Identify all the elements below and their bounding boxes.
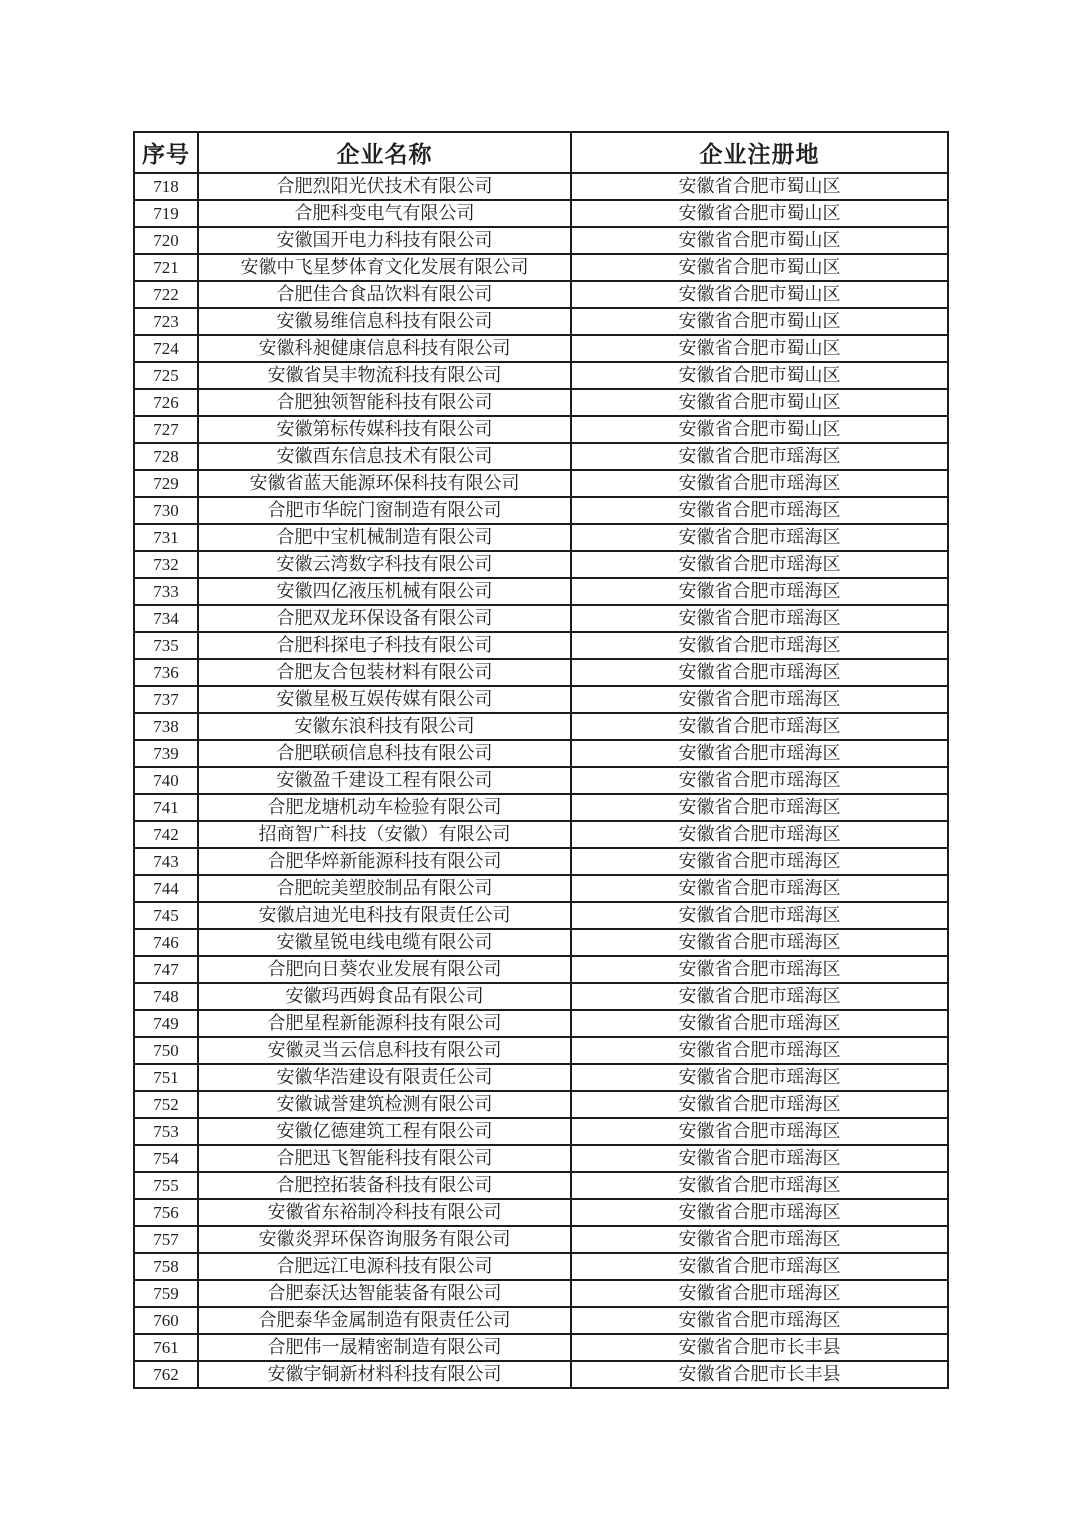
cell-company-name: 安徽省昊丰物流科技有限公司 — [198, 362, 571, 389]
cell-registration-place: 安徽省合肥市瑶海区 — [571, 1118, 948, 1145]
cell-serial-number: 761 — [134, 1334, 198, 1361]
cell-serial-number: 743 — [134, 848, 198, 875]
cell-serial-number: 754 — [134, 1145, 198, 1172]
cell-company-name: 安徽炎羿环保咨询服务有限公司 — [198, 1226, 571, 1253]
cell-company-name: 安徽华浩建设有限责任公司 — [198, 1064, 571, 1091]
cell-company-name: 合肥泰华金属制造有限责任公司 — [198, 1307, 571, 1334]
cell-serial-number: 719 — [134, 200, 198, 227]
table-row — [134, 416, 948, 443]
cell-serial-number: 733 — [134, 578, 198, 605]
cell-registration-place: 安徽省合肥市瑶海区 — [571, 821, 948, 848]
cell-serial-number: 757 — [134, 1226, 198, 1253]
table-header — [134, 132, 948, 173]
cell-serial-number: 728 — [134, 443, 198, 470]
cell-serial-number: 734 — [134, 605, 198, 632]
cell-company-name: 合肥皖美塑胶制品有限公司 — [198, 875, 571, 902]
table-row — [134, 1091, 948, 1118]
table-row — [134, 1280, 948, 1307]
cell-company-name: 合肥科变电气有限公司 — [198, 200, 571, 227]
cell-registration-place: 安徽省合肥市瑶海区 — [571, 443, 948, 470]
cell-registration-place: 安徽省合肥市瑶海区 — [571, 605, 948, 632]
cell-serial-number: 753 — [134, 1118, 198, 1145]
cell-serial-number: 736 — [134, 659, 198, 686]
cell-company-name: 安徽省蓝天能源环保科技有限公司 — [198, 470, 571, 497]
cell-registration-place: 安徽省合肥市蜀山区 — [571, 173, 948, 200]
cell-serial-number: 758 — [134, 1253, 198, 1280]
cell-company-name: 合肥市华皖门窗制造有限公司 — [198, 497, 571, 524]
cell-company-name: 合肥双龙环保设备有限公司 — [198, 605, 571, 632]
cell-registration-place: 安徽省合肥市瑶海区 — [571, 848, 948, 875]
table-row — [134, 200, 948, 227]
table-row — [134, 1334, 948, 1361]
cell-registration-place: 安徽省合肥市瑶海区 — [571, 1226, 948, 1253]
cell-serial-number: 732 — [134, 551, 198, 578]
cell-registration-place: 安徽省合肥市蜀山区 — [571, 416, 948, 443]
table-row — [134, 173, 948, 200]
table-row — [134, 578, 948, 605]
cell-company-name: 安徽科昶健康信息科技有限公司 — [198, 335, 571, 362]
cell-company-name: 合肥友合包装材料有限公司 — [198, 659, 571, 686]
table-row — [134, 308, 948, 335]
table-row — [134, 1253, 948, 1280]
table-body — [134, 173, 948, 1388]
cell-serial-number: 727 — [134, 416, 198, 443]
table-row — [134, 929, 948, 956]
cell-serial-number: 726 — [134, 389, 198, 416]
cell-company-name: 合肥向日葵农业发展有限公司 — [198, 956, 571, 983]
cell-company-name: 安徽中飞星梦体育文化发展有限公司 — [198, 254, 571, 281]
cell-company-name: 安徽亿德建筑工程有限公司 — [198, 1118, 571, 1145]
cell-company-name: 合肥龙塘机动车检验有限公司 — [198, 794, 571, 821]
cell-serial-number: 760 — [134, 1307, 198, 1334]
cell-registration-place: 安徽省合肥市瑶海区 — [571, 740, 948, 767]
table-row — [134, 1226, 948, 1253]
table-row — [134, 281, 948, 308]
cell-serial-number: 748 — [134, 983, 198, 1010]
table-row — [134, 848, 948, 875]
cell-serial-number: 744 — [134, 875, 198, 902]
cell-company-name: 安徽玛西姆食品有限公司 — [198, 983, 571, 1010]
cell-registration-place: 安徽省合肥市长丰县 — [571, 1334, 948, 1361]
cell-registration-place: 安徽省合肥市瑶海区 — [571, 524, 948, 551]
cell-registration-place: 安徽省合肥市瑶海区 — [571, 686, 948, 713]
cell-company-name: 安徽灵当云信息科技有限公司 — [198, 1037, 571, 1064]
cell-registration-place: 安徽省合肥市瑶海区 — [571, 659, 948, 686]
table-row — [134, 740, 948, 767]
cell-company-name: 安徽国开电力科技有限公司 — [198, 227, 571, 254]
cell-serial-number: 729 — [134, 470, 198, 497]
cell-serial-number: 741 — [134, 794, 198, 821]
cell-registration-place: 安徽省合肥市瑶海区 — [571, 1199, 948, 1226]
cell-company-name: 安徽四亿液压机械有限公司 — [198, 578, 571, 605]
cell-registration-place: 安徽省合肥市蜀山区 — [571, 200, 948, 227]
cell-registration-place: 安徽省合肥市瑶海区 — [571, 794, 948, 821]
cell-company-name: 安徽星极互娱传媒有限公司 — [198, 686, 571, 713]
cell-registration-place: 安徽省合肥市瑶海区 — [571, 713, 948, 740]
cell-serial-number: 755 — [134, 1172, 198, 1199]
cell-company-name: 安徽宇铜新材料科技有限公司 — [198, 1361, 571, 1388]
table-row — [134, 1145, 948, 1172]
cell-serial-number: 735 — [134, 632, 198, 659]
cell-company-name: 招商智广科技（安徽）有限公司 — [198, 821, 571, 848]
cell-company-name: 合肥科探电子科技有限公司 — [198, 632, 571, 659]
cell-serial-number: 720 — [134, 227, 198, 254]
table-row — [134, 794, 948, 821]
cell-serial-number: 742 — [134, 821, 198, 848]
cell-serial-number: 747 — [134, 956, 198, 983]
cell-company-name: 安徽东浪科技有限公司 — [198, 713, 571, 740]
cell-company-name: 安徽省东裕制冷科技有限公司 — [198, 1199, 571, 1226]
table-row — [134, 1307, 948, 1334]
cell-registration-place: 安徽省合肥市瑶海区 — [571, 1064, 948, 1091]
cell-registration-place: 安徽省合肥市瑶海区 — [571, 1010, 948, 1037]
cell-company-name: 合肥独领智能科技有限公司 — [198, 389, 571, 416]
cell-company-name: 合肥远江电源科技有限公司 — [198, 1253, 571, 1280]
cell-serial-number: 751 — [134, 1064, 198, 1091]
cell-company-name: 合肥华焠新能源科技有限公司 — [198, 848, 571, 875]
cell-registration-place: 安徽省合肥市瑶海区 — [571, 1037, 948, 1064]
table-row — [134, 335, 948, 362]
cell-serial-number: 731 — [134, 524, 198, 551]
cell-company-name: 安徽第标传媒科技有限公司 — [198, 416, 571, 443]
cell-company-name: 合肥迅飞智能科技有限公司 — [198, 1145, 571, 1172]
cell-registration-place: 安徽省合肥市瑶海区 — [571, 1307, 948, 1334]
cell-serial-number: 762 — [134, 1361, 198, 1388]
cell-registration-place: 安徽省合肥市瑶海区 — [571, 632, 948, 659]
table-row — [134, 767, 948, 794]
cell-registration-place: 安徽省合肥市瑶海区 — [571, 875, 948, 902]
cell-registration-place: 安徽省合肥市蜀山区 — [571, 227, 948, 254]
cell-serial-number: 740 — [134, 767, 198, 794]
cell-company-name: 合肥中宝机械制造有限公司 — [198, 524, 571, 551]
cell-company-name: 合肥联硕信息科技有限公司 — [198, 740, 571, 767]
table-row — [134, 497, 948, 524]
table-row — [134, 686, 948, 713]
cell-serial-number: 737 — [134, 686, 198, 713]
table-row — [134, 524, 948, 551]
table-row — [134, 632, 948, 659]
cell-serial-number: 730 — [134, 497, 198, 524]
table-row — [134, 362, 948, 389]
cell-registration-place: 安徽省合肥市蜀山区 — [571, 308, 948, 335]
cell-serial-number: 745 — [134, 902, 198, 929]
table-row — [134, 443, 948, 470]
table-row — [134, 902, 948, 929]
cell-company-name: 合肥控拓装备科技有限公司 — [198, 1172, 571, 1199]
table-row — [134, 1064, 948, 1091]
header-company-name: 企业名称 — [198, 132, 571, 173]
cell-registration-place: 安徽省合肥市蜀山区 — [571, 389, 948, 416]
table-row — [134, 956, 948, 983]
cell-registration-place: 安徽省合肥市瑶海区 — [571, 1253, 948, 1280]
cell-registration-place: 安徽省合肥市瑶海区 — [571, 983, 948, 1010]
cell-company-name: 合肥佳合食品饮料有限公司 — [198, 281, 571, 308]
cell-serial-number: 724 — [134, 335, 198, 362]
cell-registration-place: 安徽省合肥市瑶海区 — [571, 578, 948, 605]
cell-company-name: 安徽酉东信息技术有限公司 — [198, 443, 571, 470]
cell-company-name: 合肥泰沃达智能装备有限公司 — [198, 1280, 571, 1307]
cell-company-name: 安徽盈千建设工程有限公司 — [198, 767, 571, 794]
cell-company-name: 安徽启迪光电科技有限责任公司 — [198, 902, 571, 929]
cell-serial-number: 738 — [134, 713, 198, 740]
cell-serial-number: 723 — [134, 308, 198, 335]
cell-registration-place: 安徽省合肥市蜀山区 — [571, 335, 948, 362]
cell-company-name: 合肥星程新能源科技有限公司 — [198, 1010, 571, 1037]
table-row — [134, 983, 948, 1010]
cell-company-name: 安徽易维信息科技有限公司 — [198, 308, 571, 335]
table-row — [134, 821, 948, 848]
cell-registration-place: 安徽省合肥市瑶海区 — [571, 1091, 948, 1118]
table-row — [134, 605, 948, 632]
table-row — [134, 227, 948, 254]
cell-registration-place: 安徽省合肥市蜀山区 — [571, 281, 948, 308]
cell-company-name: 安徽诚誉建筑检测有限公司 — [198, 1091, 571, 1118]
cell-registration-place: 安徽省合肥市蜀山区 — [571, 362, 948, 389]
cell-serial-number: 750 — [134, 1037, 198, 1064]
cell-registration-place: 安徽省合肥市瑶海区 — [571, 1280, 948, 1307]
cell-registration-place: 安徽省合肥市蜀山区 — [571, 254, 948, 281]
cell-registration-place: 安徽省合肥市瑶海区 — [571, 1172, 948, 1199]
cell-serial-number: 721 — [134, 254, 198, 281]
cell-registration-place: 安徽省合肥市瑶海区 — [571, 497, 948, 524]
cell-serial-number: 749 — [134, 1010, 198, 1037]
cell-serial-number: 725 — [134, 362, 198, 389]
cell-company-name: 安徽星锐电线电缆有限公司 — [198, 929, 571, 956]
table-row — [134, 1361, 948, 1388]
cell-company-name: 合肥烈阳光伏技术有限公司 — [198, 173, 571, 200]
cell-serial-number: 759 — [134, 1280, 198, 1307]
cell-serial-number: 739 — [134, 740, 198, 767]
cell-registration-place: 安徽省合肥市瑶海区 — [571, 956, 948, 983]
table-row — [134, 1172, 948, 1199]
table-row — [134, 470, 948, 497]
table-row — [134, 659, 948, 686]
cell-registration-place: 安徽省合肥市长丰县 — [571, 1361, 948, 1388]
cell-registration-place: 安徽省合肥市瑶海区 — [571, 902, 948, 929]
cell-serial-number: 722 — [134, 281, 198, 308]
cell-registration-place: 安徽省合肥市瑶海区 — [571, 929, 948, 956]
header-registration-place: 企业注册地 — [571, 132, 948, 173]
cell-registration-place: 安徽省合肥市瑶海区 — [571, 1145, 948, 1172]
cell-registration-place: 安徽省合肥市瑶海区 — [571, 470, 948, 497]
cell-serial-number: 756 — [134, 1199, 198, 1226]
table-row — [134, 1118, 948, 1145]
table-row — [134, 254, 948, 281]
table-row — [134, 1037, 948, 1064]
cell-serial-number: 752 — [134, 1091, 198, 1118]
cell-serial-number: 718 — [134, 173, 198, 200]
cell-company-name: 合肥伟一晟精密制造有限公司 — [198, 1334, 571, 1361]
cell-company-name: 安徽云湾数字科技有限公司 — [198, 551, 571, 578]
cell-registration-place: 安徽省合肥市瑶海区 — [571, 767, 948, 794]
table-row — [134, 713, 948, 740]
company-registry-table — [133, 131, 949, 1389]
table-row — [134, 1199, 948, 1226]
cell-registration-place: 安徽省合肥市瑶海区 — [571, 551, 948, 578]
cell-serial-number: 746 — [134, 929, 198, 956]
header-row — [134, 132, 948, 173]
table-row — [134, 389, 948, 416]
header-serial-number: 序号 — [134, 132, 198, 173]
table-row — [134, 875, 948, 902]
table-row — [134, 551, 948, 578]
table-row — [134, 1010, 948, 1037]
